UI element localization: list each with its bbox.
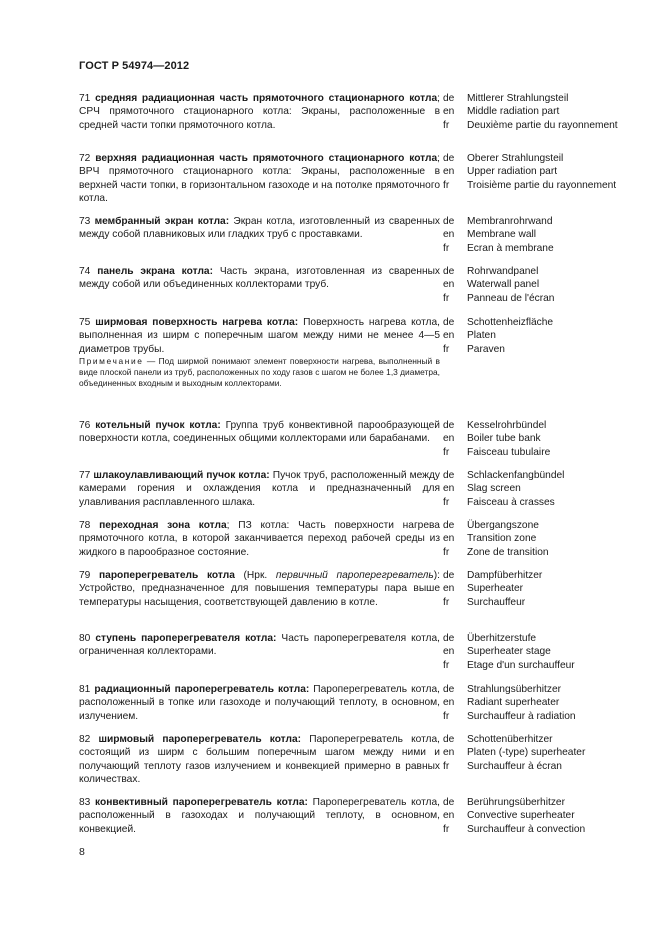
term-number: 82 <box>79 734 91 745</box>
term-definition <box>79 733 440 787</box>
language-code: de <box>443 470 455 481</box>
equivalent-term-de: Mittlerer Strahlungsteil <box>467 93 569 104</box>
equivalent-term-fr: Deuxième partie du rayonnement <box>467 119 618 131</box>
equivalent-term-fr: Faisceau à crasses <box>467 496 555 508</box>
equivalent-term-en: Transition zone <box>467 533 537 545</box>
term-name: переходная зона котла <box>99 520 227 531</box>
note-label: Примечание <box>79 356 144 366</box>
equivalent-term-en: Waterwall panel <box>467 279 540 291</box>
language-code: fr <box>443 242 450 254</box>
term-name: пароперегреватель котла <box>99 570 235 581</box>
equivalent-term-en: Platen <box>467 330 496 342</box>
equivalent-term-de: Berührungsüberhitzer <box>467 797 565 808</box>
language-code: en <box>443 483 455 495</box>
language-code: de <box>443 420 455 431</box>
equivalent-term-de: Schlackenfangbündel <box>467 470 565 481</box>
language-code: fr <box>443 546 450 558</box>
language-code: de <box>443 266 455 277</box>
term-equivalents <box>467 569 627 609</box>
equivalent-term-fr: Troisième partie du rayonnement <box>467 179 617 191</box>
language-code: en <box>443 279 455 291</box>
language-codes <box>443 265 465 305</box>
term-number: 76 <box>79 420 91 431</box>
language-code: de <box>443 684 455 695</box>
term-name: конвективный пароперегреватель котла: <box>95 797 308 808</box>
term-equivalents <box>467 92 627 132</box>
equivalent-term-en: Slag screen <box>467 483 521 495</box>
equivalent-term-fr: Surchauffeur à convection <box>467 823 586 835</box>
term-equivalents <box>467 316 627 356</box>
language-code: fr <box>443 596 450 608</box>
term-synonym-prefix: (Нрк. <box>234 570 276 581</box>
term-description: Поверхность нагрева котла, выполненная из ширм с поперечным шагом между ними не менее 4—5 диаметров трубы. <box>79 317 440 355</box>
term-name: ширмовый пароперегреватель котла: <box>98 734 302 745</box>
equivalent-term-de: Schottenüberhitzer <box>467 734 553 745</box>
language-code: de <box>443 633 455 644</box>
language-code: en <box>443 166 455 178</box>
term-equivalents <box>467 683 627 723</box>
term-equivalents <box>467 152 627 192</box>
term-description: Пароперегреватель котла, состоящий из ширм с большим поперечным шагом между ними и получающий теплоту газов излучением и конвекцией примерно в равных количествах. <box>79 734 440 786</box>
language-code: en <box>443 747 455 759</box>
language-code: de <box>443 153 455 164</box>
term-definition <box>79 569 440 609</box>
equivalent-term-en: Middle radiation part <box>467 106 560 118</box>
language-code: fr <box>443 119 450 131</box>
equivalent-term-fr: Ecran à membrane <box>467 242 554 254</box>
term-number: 74 <box>79 266 91 277</box>
equivalent-term-en: Boiler tube bank <box>467 433 541 445</box>
term-equivalents <box>467 215 627 255</box>
term-description: Пароперегреватель котла, расположенный в газоходах и получающий теплоту, в основном, конвекцией. <box>79 797 440 835</box>
term-description: Пучок труб, расположенный между камерами горения и охлаждения котла и предназначенный для улавливания расплавленного шлака. <box>79 470 440 508</box>
term-definition <box>79 92 440 132</box>
language-code: de <box>443 570 455 581</box>
term-deprecated-synonym: первичный пароперегреватель <box>275 570 434 581</box>
language-code: de <box>443 734 455 745</box>
equivalent-term-de: Übergangszone <box>467 520 539 531</box>
language-codes <box>443 632 465 672</box>
term-name: панель экрана котла: <box>97 266 213 277</box>
language-code: de <box>443 93 455 104</box>
language-codes <box>443 683 465 723</box>
equivalent-term-de: Strahlungsüberhitzer <box>467 684 562 695</box>
term-definition <box>79 469 440 509</box>
language-codes <box>443 733 465 773</box>
language-code: fr <box>443 710 450 722</box>
term-description: ; СРЧ прямоточного стационарного котла: Экраны, расположенные в средней части топки прямоточного котла. <box>79 93 440 131</box>
language-code: en <box>443 533 455 545</box>
term-equivalents <box>467 419 627 459</box>
term-definition <box>79 152 440 206</box>
equivalent-term-fr: Surchauffeur à radiation <box>467 710 576 722</box>
language-code: en <box>443 106 455 118</box>
term-definition <box>79 215 440 242</box>
language-code: en <box>443 697 455 709</box>
language-codes <box>443 215 465 255</box>
language-code: en <box>443 433 455 445</box>
term-number: 79 <box>79 570 91 581</box>
term-number: 83 <box>79 797 91 808</box>
term-name: котельный пучок котла: <box>95 420 221 431</box>
term-description: Экран котла, изготовленный из сваренных между собой плавниковых или гладких труб с проставками. <box>79 216 440 241</box>
term-description: Пароперегреватель котла, расположенный в топке или газоходе и получающий теплоту, в основном, излучением. <box>79 684 440 722</box>
language-code: fr <box>443 760 450 772</box>
equivalent-term-de: Oberer Strahlungsteil <box>467 153 564 164</box>
term-name: ширмовая поверхность нагрева котла: <box>95 317 299 328</box>
language-codes <box>443 469 465 509</box>
language-codes <box>443 92 465 132</box>
equivalent-term-fr: Zone de transition <box>467 546 549 558</box>
equivalent-term-fr: Surchauffeur à écran <box>467 760 562 772</box>
term-name: ступень пароперегревателя котла: <box>95 633 277 644</box>
term-description: Группа труб конвективной парообразующей поверхности котла, соединенных общими коллекторами или барабанами. <box>79 420 440 445</box>
term-definition <box>79 683 440 723</box>
language-codes <box>443 519 465 559</box>
term-number: 80 <box>79 633 91 644</box>
language-code: de <box>443 797 455 808</box>
term-definition <box>79 632 440 659</box>
language-codes <box>443 152 465 192</box>
term-definition <box>79 316 440 356</box>
term-equivalents <box>467 265 627 305</box>
equivalent-term-en: Convective superheater <box>467 810 575 822</box>
term-description: ; ВРЧ прямоточного стационарного котла: Экраны, расположенные в верхней части топки, в горизонтальном газоходе и на потолке прямоточного котла. <box>79 153 440 205</box>
language-code: en <box>443 583 455 595</box>
term-definition <box>79 796 440 836</box>
term-definition <box>79 519 440 559</box>
equivalent-term-fr: Panneau de l'écran <box>467 292 555 304</box>
term-name: мембранный экран котла: <box>94 216 230 227</box>
language-code: fr <box>443 496 450 508</box>
equivalent-term-fr: Faisceau tubulaire <box>467 446 551 458</box>
term-description: Часть пароперегревателя котла, ограниченная коллекторами. <box>79 633 440 658</box>
language-code: fr <box>443 659 450 671</box>
term-number: 81 <box>79 684 91 695</box>
note-text: — Под ширмой понимают элемент поверхности нагрева, выполненный в виде плоской панели из труб, расположенных по ходу газов с шагом не более 1,3 диаметра, объединенных входным и выходным коллекторами. <box>79 356 440 388</box>
language-codes <box>443 316 465 356</box>
equivalent-term-de: Schottenheizfläche <box>467 317 554 328</box>
equivalent-term-de: Überhitzerstufe <box>467 633 537 644</box>
equivalent-term-de: Dampfüberhitzer <box>467 570 543 581</box>
language-codes <box>443 569 465 609</box>
equivalent-term-de: Membranrohrwand <box>467 216 553 227</box>
language-code: en <box>443 330 455 342</box>
language-codes <box>443 796 465 836</box>
term-number: 78 <box>79 520 91 531</box>
language-code: en <box>443 810 455 822</box>
page-number: 8 <box>79 846 85 858</box>
equivalent-term-de: Rohrwandpanel <box>467 266 539 277</box>
term-note <box>79 356 440 389</box>
equivalent-term-en: Upper radiation part <box>467 166 558 178</box>
term-description: Часть экрана, изготовленная из сваренных между собой или объединенных коллекторами труб. <box>79 266 440 291</box>
term-name: радиационный пароперегреватель котла: <box>94 684 310 695</box>
language-code: fr <box>443 292 450 304</box>
term-definition <box>79 419 440 446</box>
equivalent-term-en: Radiant superheater <box>467 697 560 709</box>
language-codes <box>443 419 465 459</box>
language-code: de <box>443 216 455 227</box>
language-code: fr <box>443 343 450 355</box>
language-code: de <box>443 520 455 531</box>
equivalent-term-de: Kesselrohrbündel <box>467 420 547 431</box>
language-code: de <box>443 317 455 328</box>
equivalent-term-fr: Etage d'un surchauffeur <box>467 659 575 671</box>
equivalent-term-en: Membrane wall <box>467 229 537 241</box>
language-code: en <box>443 646 455 658</box>
equivalent-term-fr: Surchauffeur <box>467 596 526 608</box>
term-description: ; ПЗ котла: Часть поверхности нагрева прямоточного котла, в которой заканчивается переход рабочей среды из жидкого в парообразное состояние. <box>79 520 440 558</box>
term-definition <box>79 265 440 292</box>
term-equivalents <box>467 733 627 773</box>
language-code: fr <box>443 823 450 835</box>
equivalent-term-en: Superheater stage <box>467 646 551 658</box>
term-name: средняя радиационная часть прямоточного стационарного котла <box>95 93 438 104</box>
term-name: верхняя радиационная часть прямоточного стационарного котла <box>95 153 438 164</box>
language-code: fr <box>443 446 450 458</box>
term-equivalents <box>467 469 627 509</box>
term-number: 77 <box>79 470 91 481</box>
term-number: 71 <box>79 93 91 104</box>
term-equivalents <box>467 632 627 672</box>
term-equivalents <box>467 796 627 836</box>
term-name: шлакоулавливающий пучок котла: <box>93 470 270 481</box>
term-number: 73 <box>79 216 91 227</box>
language-code: fr <box>443 179 450 191</box>
term-number: 75 <box>79 317 91 328</box>
term-equivalents <box>467 519 627 559</box>
term-number: 72 <box>79 153 91 164</box>
document-title: ГОСТ Р 54974—2012 <box>79 60 190 72</box>
term-description: ): Устройство, предназначенное для повышения температуры пара выше температуры насыщения, соответствующей давлению в котле. <box>79 570 440 608</box>
language-code: en <box>443 229 455 241</box>
equivalent-term-en: Superheater <box>467 583 524 595</box>
equivalent-term-fr: Paraven <box>467 343 505 355</box>
equivalent-term-en: Platen (-type) superheater <box>467 747 586 759</box>
